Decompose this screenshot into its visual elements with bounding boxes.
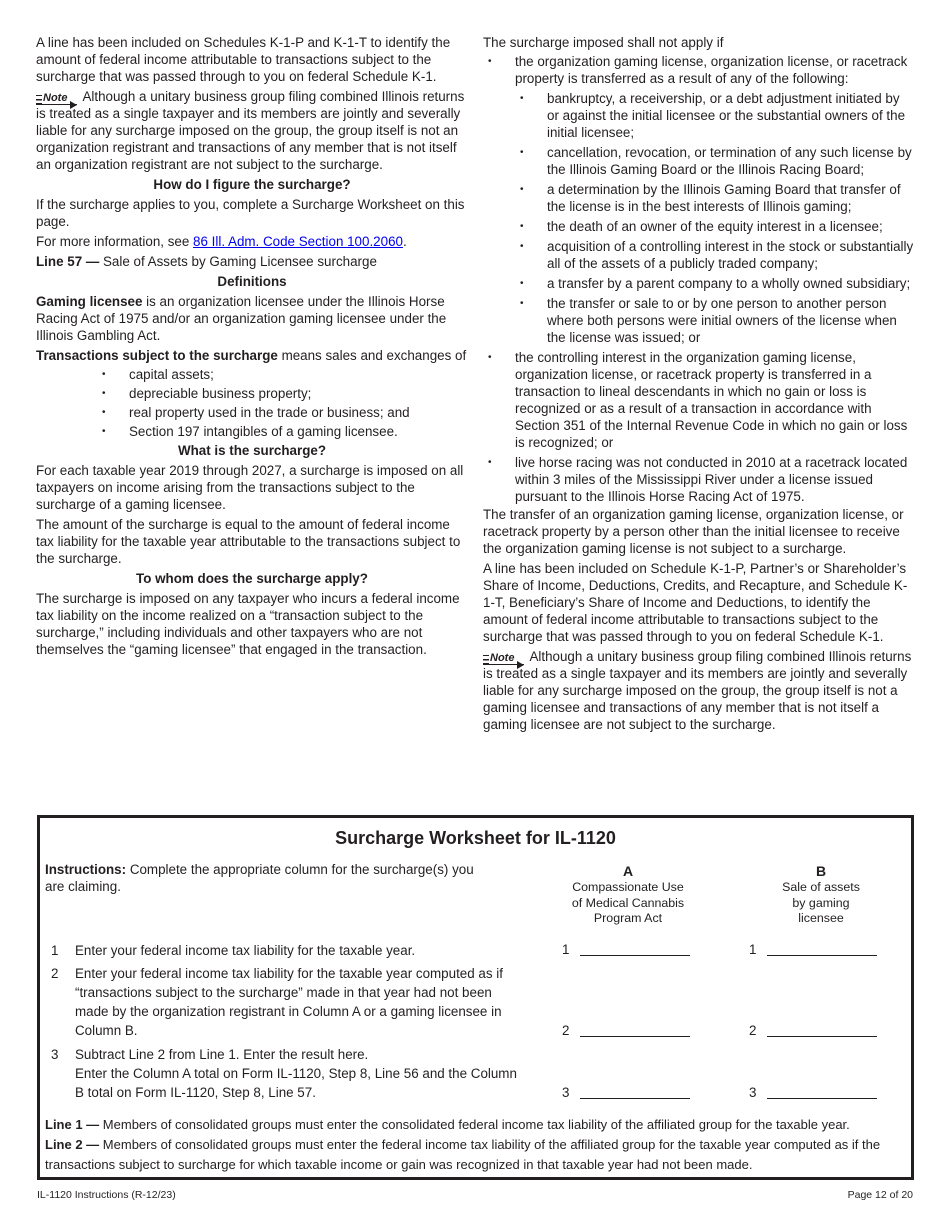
line-3-column-b-field[interactable] [749,1084,879,1103]
footer-form-id: IL-1120 Instructions (R-12/23) [37,1189,176,1201]
field-underline[interactable] [767,1098,877,1099]
list-item [520,181,915,215]
line-2-note [45,1135,910,1175]
line57-label: Line 57 — [36,254,100,269]
list-item-text: the death of an owner of the equity interest in a licensee; [547,219,883,234]
list-item-text: depreciable business property; [129,386,312,401]
field-underline[interactable] [767,955,877,956]
column-desc-line: Sale of assets [782,880,860,894]
exceptions-list [483,53,915,505]
gaming-licensee-definition [36,293,468,344]
list-item-text: the transfer or sale to or by one person to another person where both persons were initial owners of the license when the license was issued; or [547,296,897,345]
transactions-definition [36,347,468,364]
figure-paragraph: If the surcharge applies to you, complete a Surcharge Worksheet on this page. [36,197,465,229]
left-column [36,34,468,661]
list-item-text: the organization gaming license, organization license, or racetrack property is transferred as a result of any of the following: [515,54,908,86]
sub-exceptions-list [515,90,915,346]
list-item [488,349,915,451]
note-label: Line 1 — [45,1117,100,1132]
note-paragraph-1 [36,88,468,173]
term-gaming-licensee: Gaming licensee [36,294,143,309]
heading-what-is: What is the surcharge? [177,443,327,458]
list-item [488,454,915,505]
list-item [520,238,915,272]
heading-how-to-figure: How do I figure the surcharge? [153,177,351,192]
whom-paragraph: The surcharge is imposed on any taxpayer who incurs a federal income tax liability on the income realized on a “transaction subject to the surcharge,” including individuals and other taxpayers who are not themselves the “gaming licensee” that engaged in the transaction. [36,591,460,657]
what-paragraph-1: For each taxable year 2019 through 2027, a surcharge is imposed on all taxpayers on income arising from the transactions subject to the surcharge of a gaming licensee. [36,463,464,512]
list-item-text: cancellation, revocation, or termination of any such license by the Illinois Gaming Board or the Illinois Racing Board; [547,145,912,177]
bullet-icon: • [520,221,524,232]
note-text: Members of consolidated groups must enter the consolidated federal income tax liability of the affiliated group for the taxable year. [99,1117,850,1132]
what-paragraph-2: The amount of the surcharge is equal to the amount of federal income tax liability for the taxable year attributable to the transactions subject to the surcharge. [36,517,461,566]
list-item [102,385,468,402]
list-item [520,90,915,141]
column-desc-line: licensee [798,911,844,925]
field-underline[interactable] [580,1098,690,1099]
exceptions-intro: The surcharge imposed shall not apply if [483,35,724,50]
column-desc-line: by gaming [792,895,850,910]
bullet-icon: • [488,457,492,468]
more-info-suffix: . [402,234,407,249]
note-icon: Note [36,93,77,105]
line-text: Enter your federal income tax liability for the taxable year computed as if “transactions subject to the surcharge” made in that year had not been made by the organization registrant in Column A or a gaming licensee in Column B. [75,966,503,1038]
column-desc-line: Compassionate Use [572,880,684,894]
list-item-text: capital assets; [129,367,214,382]
field-number: 3 [562,1085,570,1100]
list-item [102,404,468,421]
bullet-icon: • [488,352,492,363]
term-transactions: Transactions subject to the surcharge [36,348,278,363]
line-text-part: Subtract Line 2 from Line 1. Enter the result here. [75,1047,369,1062]
bullet-icon: • [520,184,524,195]
footer-page-number: Page 12 of 20 [847,1189,913,1201]
heading-definitions: Definitions [217,274,287,289]
definition-text: is an organization licensee under the Illinois Horse Racing Act of 1975 and/or an organization gaming licensee under the Illinois Gambling Act. [36,294,447,343]
line-number: 1 [51,943,59,958]
line57-text: Sale of Assets by Gaming Licensee surcharge [99,254,377,269]
worksheet-line-notes [45,1115,910,1175]
note-paragraph-2 [483,648,915,733]
instructions-text: Complete the appropriate column for the surcharge(s) you are claiming. [45,862,474,894]
list-item-text: real property used in the trade or business; and [129,405,410,420]
instructions-label: Instructions: [45,862,127,877]
bullet-icon: • [520,241,524,252]
more-info-prefix: For more information, see [36,234,194,249]
field-number: 1 [562,942,570,957]
list-item [102,423,468,440]
column-letter: B [815,863,827,879]
bullet-icon: • [520,298,524,309]
line-number: 3 [51,1047,59,1062]
more-info-paragraph [36,233,468,250]
column-b-header [751,862,891,927]
line-text-part: Enter the Column A total on Form IL-1120, Step 8, Line 56 and the Column B total on Form IL-1120, Step 8, Line 57. [75,1066,517,1100]
line57-paragraph [36,253,468,270]
bullet-icon: • [488,56,492,67]
list-item [520,218,915,235]
list-item-text: a transfer by a parent company to a wholly owned subsidiary; [547,276,911,291]
bullet-icon: • [102,388,106,399]
line-1-column-a-field[interactable] [562,941,692,960]
list-item [520,295,915,346]
definition-text: means sales and exchanges of [277,348,467,363]
column-desc-line: Program Act [593,911,663,925]
bullet-icon: • [102,407,106,418]
field-underline[interactable] [580,955,690,956]
field-underline[interactable] [767,1036,877,1037]
k1-paragraph: A line has been included on Schedule K-1-P, Partner’s or Shareholder’s Share of Income, Deductions, Credits, and Recapture, and Schedule K-1-T, Beneficiary’s Share of Income and Deductions, to identify the amount of federal income attributable to transactions subject to the surcharge that was passed through to you on federal Schedule K-1. [483,561,908,644]
right-column [483,34,915,736]
note-text: Although a unitary business group filing combined Illinois returns is treated as a single taxpayer and its members are jointly and severally liable for any surcharge imposed on the group, the group itself is not a gaming licensee and transactions of any member that is not itself a gaming licensee are not subject to the surcharge. [483,649,912,732]
list-item [488,53,915,346]
surcharge-worksheet [37,815,914,1180]
note-icon: Note [483,653,524,665]
transactions-list [36,366,468,440]
column-desc-line: of Medical Cannabis [571,895,685,910]
bullet-icon: • [520,278,524,289]
list-item-text: live horse racing was not conducted in 2010 at a racetrack located within 3 miles of the Mississippi River under a license issued pursuant to the Illinois Horse Racing Act of 1975. [515,455,908,504]
field-underline[interactable] [580,1036,690,1037]
heading-to-whom: To whom does the surcharge apply? [136,571,368,586]
transfer-paragraph: The transfer of an organization gaming license, organization license, or racetrack property by a person other than the initial licensee to receive the organization gaming license is not subject to a surcharge. [483,507,904,556]
worksheet-title: Surcharge Worksheet for IL-1120 [335,828,616,848]
list-item-text: bankruptcy, a receivership, or a debt adjustment initiated by or against the initial licensee or the substantial owners of the initial licensee; [547,91,906,140]
field-number: 2 [562,1023,570,1038]
field-number: 2 [749,1023,757,1038]
field-number: 3 [749,1085,757,1100]
column-a-header [558,862,698,927]
list-item-text: the controlling interest in the organization gaming license, organization license, or racetrack property is transferred in a transaction to lineal descendants in which no gain or loss is recognized or as a result of a transaction in accordance with Section 351 of the Internal Revenue Code in which no gain or loss is recognized; or [515,350,908,450]
worksheet-line-2 [51,964,521,1044]
list-item [102,366,468,383]
line-number: 2 [51,966,59,981]
note-text: Members of consolidated groups must enter the federal income tax liability of the affiliated group for the taxable year computed as if the transactions subject to surcharge for which taxable income or gain was recognized in that taxable year had not been made. [45,1137,881,1172]
bullet-icon: • [520,147,524,158]
bullet-icon: • [102,426,106,437]
line-1-note [45,1115,910,1135]
list-item-text: Section 197 intangibles of a gaming licensee. [129,424,398,439]
note-label: Line 2 — [45,1137,100,1152]
line-text [75,1045,521,1102]
list-item [520,144,915,178]
line-1-column-b-field[interactable] [749,941,879,960]
line-text: Enter your federal income tax liability for the taxable year. [75,943,416,958]
list-item-text: a determination by the Illinois Gaming Board that transfer of the license is in the best interests of Illinois gaming; [547,182,901,214]
field-number: 1 [749,942,757,957]
column-letter: A [622,863,634,879]
admin-code-link[interactable]: 86 Ill. Adm. Code Section 100.2060 [193,234,403,249]
line-2-column-a-field[interactable] [562,1022,692,1041]
bullet-icon: • [520,93,524,104]
list-item [520,275,915,292]
worksheet-line-3 [51,1045,521,1105]
bullet-icon: • [102,369,106,380]
note-text: Although a unitary business group filing combined Illinois returns is treated as a single taxpayer and its members are jointly and severally liable for any surcharge imposed on the group, the group itself is not an organization registrant and transactions of any member that is not itself an organization registrant are not subject to the surcharge. [36,89,465,172]
line-3-column-a-field[interactable] [562,1084,692,1103]
k1-intro-paragraph: A line has been included on Schedules K-1-P and K-1-T to identify the amount of federal income attributable to transactions subject to the surcharge that was passed through to you on federal Schedule K-1. [36,35,451,84]
list-item-text: acquisition of a controlling interest in the stock or substantially all of the assets of a publicly traded company; [547,239,914,271]
worksheet-instructions [45,861,495,895]
line-2-column-b-field[interactable] [749,1022,879,1041]
